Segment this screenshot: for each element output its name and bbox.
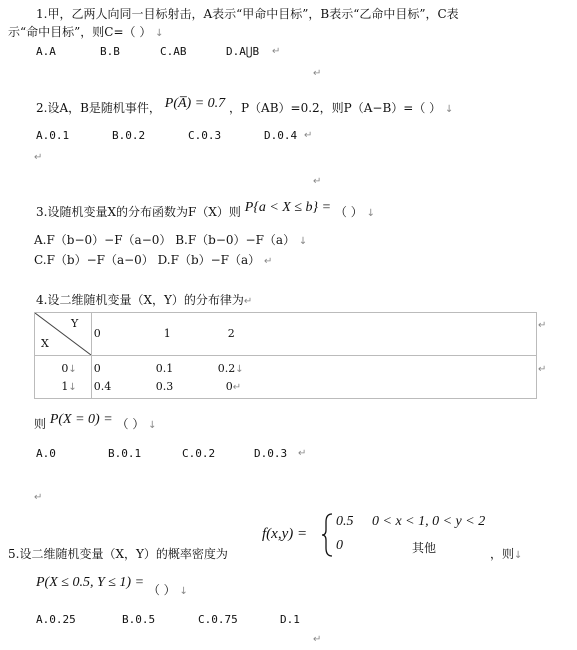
q5-option-b: B.0.5 [122, 613, 156, 626]
q5-option-a: A.0.25 [36, 613, 76, 626]
q5-case2-value: 0 [336, 538, 343, 553]
left-brace [320, 512, 334, 558]
q1-option-c: C.AB [160, 45, 187, 58]
header-values-cell [91, 313, 536, 356]
q5-formula-line: P(X ≤ 0.5, Y ≤ 1) = （ ） $_↓$ [36, 575, 188, 597]
q1-option-b: B.B [100, 45, 120, 58]
q2-suffix: ，P（AB）=0.2，则P（A−B）=（ ） [228, 101, 442, 115]
q4-option-a: A.0 [36, 447, 56, 460]
q2-option-c: C.0.3 [188, 129, 222, 142]
table-cell: 0.2↓ [217, 362, 244, 375]
table-cell: 0.4 [93, 380, 112, 393]
col-header: 1 [163, 327, 171, 340]
q4-title: 4.设二维随机变量（X，Y）的分布律为↵ [36, 293, 253, 307]
q4-option-d: D.0.3 [254, 447, 288, 460]
table-cell: 0↵ [225, 380, 242, 393]
q4-then: 则 [34, 417, 47, 431]
return-mark: ↵ [313, 68, 322, 79]
q1-line1: 1.甲，乙两人向同一目标射击，A表示“甲命中目标”，B表示“乙命中目标”，C表 [36, 7, 459, 21]
return-mark: ↵ [538, 320, 547, 331]
q5-formula: P(X ≤ 0.5, Y ≤ 1) = [36, 575, 145, 590]
q2-prefix: 2.设A，B是随机事件， [36, 101, 161, 115]
return-mark: ↵ [538, 364, 547, 375]
return-mark: ↵ [34, 152, 43, 163]
table-header-row [35, 313, 537, 356]
q3-options-line1: A.F（b−0）−F（a−0） B.F（b−0）−F（a） ↓ [34, 233, 308, 247]
q5-option-d: D.1 [280, 613, 300, 626]
q2-option-b: B.0.2 [112, 129, 146, 142]
row-labels-cell [35, 356, 92, 399]
table-row [35, 356, 537, 399]
q4-suffix: （ ） [116, 417, 145, 431]
q5-prefix: 5.设二维随机变量（X，Y）的概率密度为 [8, 547, 228, 561]
table-cell: 0.3 [155, 380, 174, 393]
row-values-cell [91, 356, 536, 399]
row-label: 1↓ [61, 380, 77, 393]
q4-option-c: C.0.2 [182, 447, 216, 460]
q5-density-lhs: f(x,y) = [262, 526, 308, 542]
q4-option-b: B.0.1 [108, 447, 142, 460]
q2-formula: P(A̅) = 0.7 [164, 96, 226, 111]
return-mark: ↵ [272, 46, 281, 57]
q2-line: 2.设A，B是随机事件， P(A̅) = 0.7 ，P（AB）=0.2，则P（A−B）=（ ） ↓ [36, 96, 454, 115]
table-corner-cell [35, 313, 92, 356]
q4-options [36, 446, 336, 462]
distribution-table [34, 312, 537, 399]
q5-paren: （ ） [147, 583, 176, 597]
q5-case2-condition: 其他 [412, 541, 437, 555]
q3-formula: P{a < X ≤ b} = [244, 200, 332, 215]
corner-y-label: Y [71, 317, 79, 330]
q2-option-d: D.0.4 [264, 129, 298, 142]
return-mark: ↵ [313, 176, 322, 187]
row-label: 0↓ [61, 362, 77, 375]
q5-suffix-line: ，则↓ [490, 547, 523, 561]
q3-suffix: （ ） [334, 205, 363, 219]
return-mark: ↵ [304, 130, 313, 141]
q5-case1-value: 0.5 [336, 514, 354, 529]
q3-options-line2: C.F（b）−F（a−0） D.F（b）−F（a） ↵ [34, 253, 273, 267]
return-mark: ↵ [313, 634, 322, 645]
q3-prefix: 3.设随机变量X的分布函数为F（X）则 [36, 205, 241, 219]
q4-formula: P(X = 0) = [49, 412, 113, 427]
return-mark: ↵ [298, 448, 307, 459]
return-mark: ↵ [34, 492, 43, 503]
q5-options [36, 612, 336, 628]
col-header: 2 [227, 327, 235, 340]
q5-option-c: C.0.75 [198, 613, 238, 626]
col-header: 0 [93, 327, 101, 340]
q5-case1-condition: 0 < x < 1, 0 < y < 2 [372, 514, 486, 529]
q4-then-line: 则 P(X = 0) = （ ） ↓ [34, 412, 157, 431]
q1-line2: 示“命中目标”，则C=（ ） ↓ [8, 25, 164, 39]
corner-x-label: X [41, 337, 49, 350]
q2-options [36, 128, 356, 144]
q2-option-a: A.0.1 [36, 129, 70, 142]
q1-option-a: A.A [36, 45, 56, 58]
q3-line: 3.设随机变量X的分布函数为F（X）则 P{a < X ≤ b} = （ ） ↓ [36, 200, 375, 219]
table-cell: 0 [93, 362, 101, 375]
q1-option-d: D.A⋃B [226, 45, 260, 58]
table-cell: 0.1 [155, 362, 174, 375]
